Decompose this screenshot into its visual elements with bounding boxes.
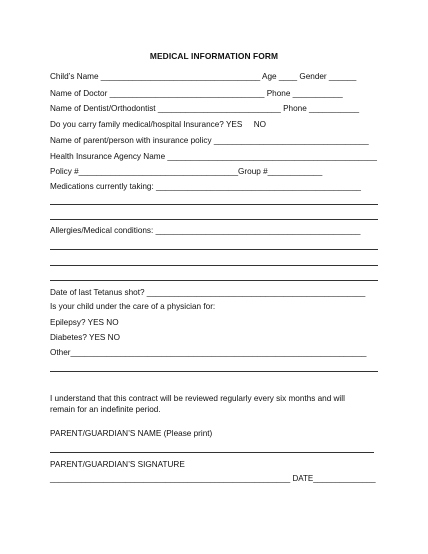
policy-group-line[interactable]: Policy #___________________________________Group #____________ (50, 167, 323, 176)
allergies-line[interactable]: Allergies/Medical conditions: _____________________________________________ (50, 226, 361, 235)
allergies-blank-line[interactable] (50, 280, 378, 281)
insurance-agency-line[interactable]: Health Insurance Agency Name ______________________________________________ (50, 152, 377, 161)
insurance-holder-line[interactable]: Name of parent/person with insurance policy __________________________________ (50, 136, 369, 145)
signature-date-line[interactable]: ______________________________________________________ DATE______________ (50, 474, 376, 483)
physician-care-question: Is your child under the care of a physician for: (50, 302, 216, 311)
guardian-name-field[interactable] (50, 452, 374, 453)
agreement-text: I understand that this contract will be reviewed regularly every six months and will (50, 394, 345, 403)
diabetes-question[interactable]: Diabetes? YES NO (50, 333, 120, 342)
dentist-line[interactable]: Name of Dentist/Orthodontist ___________________________ Phone ___________ (50, 104, 360, 113)
medications-line[interactable]: Medications currently taking: _____________________________________________ (50, 182, 361, 191)
doctor-line[interactable]: Name of Doctor __________________________________ Phone ___________ (50, 89, 343, 98)
guardian-name-label: PARENT/GUARDIAN’S NAME (Please print) (50, 429, 213, 438)
medications-blank-line[interactable] (50, 219, 378, 220)
form-title: MEDICAL INFORMATION FORM (149, 51, 279, 61)
allergies-blank-line[interactable] (50, 249, 378, 250)
epilepsy-question[interactable]: Epilepsy? YES NO (50, 318, 119, 327)
medications-blank-line[interactable] (50, 204, 378, 205)
other-blank-line[interactable] (50, 371, 378, 372)
family-insurance-question[interactable]: Do you carry family medical/hospital Insurance? YES NO (50, 120, 266, 129)
other-line[interactable]: Other_________________________________________________________________ (50, 348, 367, 357)
allergies-blank-line[interactable] (50, 265, 378, 266)
tetanus-line[interactable]: Date of last Tetanus shot? ________________________________________________ (50, 288, 366, 297)
agreement-text-continued: remain for an indefinite period. (50, 405, 161, 414)
child-name-line[interactable]: Child’s Name ___________________________________ Age ____ Gender ______ (50, 72, 357, 81)
guardian-signature-label: PARENT/GUARDIAN’S SIGNATURE (50, 460, 185, 469)
